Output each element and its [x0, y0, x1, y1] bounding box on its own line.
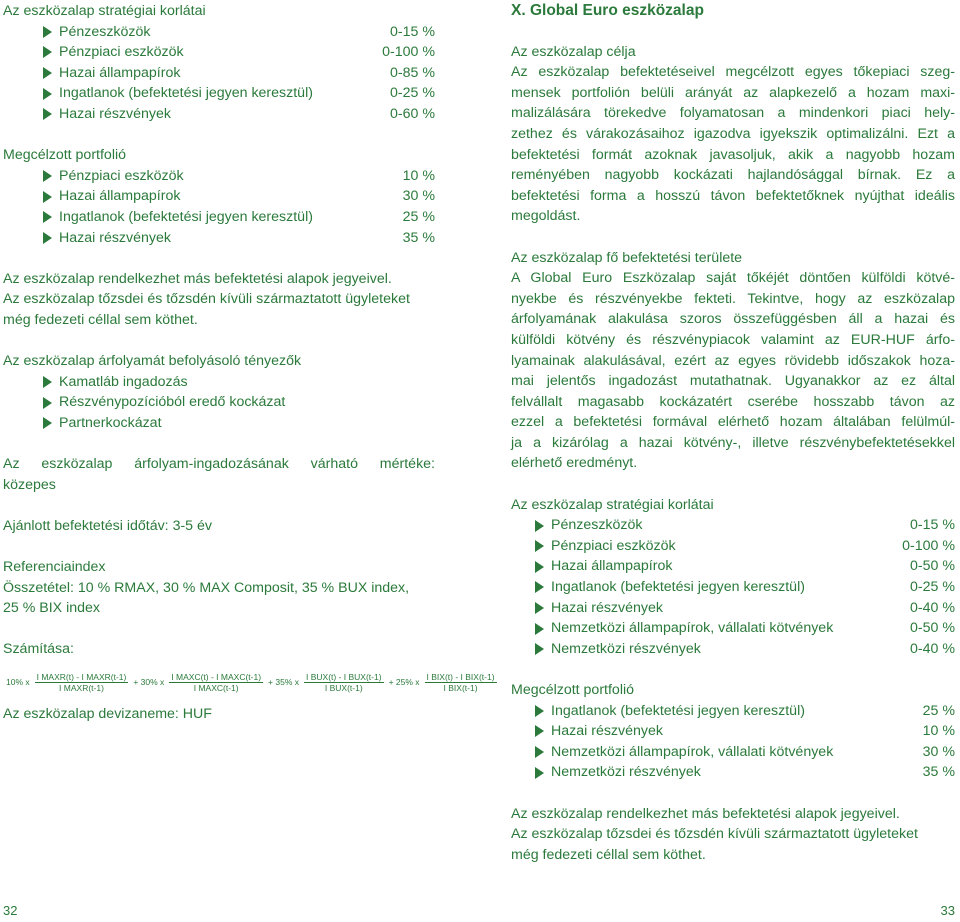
left-calc-heading: Számítása:	[3, 641, 74, 658]
right-area-heading: Az eszközalap fő befektetési területe	[511, 249, 743, 266]
list-item: Partnerkockázat	[3, 413, 435, 434]
formula-coef: + 30% x	[133, 677, 165, 687]
right-other-para-line: még fedezeti céllal sem köthet.	[511, 846, 706, 863]
list-item: Kamatláb ingadozás	[3, 372, 435, 393]
right-other-para-line: Az eszközalap rendelkezhet más befektetési alapok jegyeivel.	[511, 805, 900, 822]
right-column	[511, 0, 955, 865]
formula-fraction: $\frac{\text{I MAXR(t) - I MAXR(t-1)}}{\text{I MAXR(t-1)}}$	[36, 671, 127, 693]
list-item: Pénzpiaci eszközök 10 %	[3, 166, 435, 187]
list-item: Részvénypozícióból eredő kockázat	[3, 392, 435, 413]
right-area-line: nyekbe és részvényekbe fekteti. Tekintve, hogy az eszközalap	[511, 290, 955, 307]
page-number-left: 32	[3, 903, 18, 918]
list-item: Pénzeszközök 0-15 %	[511, 515, 955, 536]
bullet-triangle-icon	[535, 540, 544, 552]
right-goal-line: befektetési forma a hosszú távon befektetőknek nyújthat ideális	[511, 187, 955, 204]
left-other-para-line: még fedezeti céllal sem köthet.	[3, 311, 198, 328]
right-area-line: elérhető eredményt.	[511, 455, 638, 472]
left-factors-heading: Az eszközalap árfolyamát befolyásoló tényezők	[3, 353, 302, 370]
left-benchmark-line: Összetétel: 10 % RMAX, 30 % MAX Composit, 35 % BUX index,	[3, 579, 410, 596]
bullet-triangle-icon	[535, 602, 544, 614]
bullet-triangle-icon	[535, 705, 544, 717]
list-item: Ingatlanok (befektetési jegyen keresztül) 25 %	[511, 701, 955, 722]
fund-title: X. Global Euro eszközalap	[511, 2, 704, 19]
bullet-triangle-icon	[535, 643, 544, 655]
list-item: Hazai részvények 10 %	[511, 721, 955, 742]
formula-coef: 10% x	[6, 677, 30, 687]
bullet-triangle-icon	[535, 767, 544, 779]
bullet-triangle-icon	[43, 376, 52, 388]
left-volatility-line: Az eszközalap árfolyam-ingadozásának várható mértéke:	[3, 456, 435, 473]
left-other-para-line: Az eszközalap tőzsdei és tőzsdén kívüli származtatott ügyleteket	[3, 291, 410, 308]
right-goal-line: Az eszközalap befektetéseivel megcélzott egyes tőkepiaci szeg-	[511, 64, 955, 81]
list-item: Nemzetközi részvények 0-40 %	[511, 639, 955, 660]
right-goal-line: reményében nagyobb kockázati hajlandósággal bírnak. Ez a	[511, 167, 955, 184]
right-goal-line: malizálására törekedve folyamatosan a mindenkori piaci hely-	[511, 105, 955, 122]
list-item: Hazai részvények 0-40 %	[511, 598, 955, 619]
list-item: Pénzpiaci eszközök 0-100 %	[3, 42, 435, 63]
list-item: Hazai állampapírok 0-85 %	[3, 63, 435, 84]
list-item: Nemzetközi állampapírok, vállalati kötvények 0-50 %	[511, 618, 955, 639]
right-other-para-line: Az eszközalap tőzsdei és tőzsdén kívüli származtatott ügyleteket	[511, 826, 918, 843]
right-area-line: mai jelentős ingadozást mutathatnak. Ugyanakkor az ez által	[511, 373, 955, 390]
bullet-triangle-icon	[43, 211, 52, 223]
bullet-triangle-icon	[535, 746, 544, 758]
bullet-triangle-icon	[43, 191, 52, 203]
list-item: Ingatlanok (befektetési jegyen keresztül) 25 %	[3, 207, 435, 228]
right-limits-heading: Az eszközalap stratégiai korlátai	[511, 496, 714, 513]
list-item: Ingatlanok (befektetési jegyen keresztül) 0-25 %	[511, 577, 955, 598]
list-item: Pénzpiaci eszközök 0-100 %	[511, 536, 955, 557]
list-item: Hazai állampapírok 0-50 %	[511, 556, 955, 577]
right-area-line: árfolyamának alakulása szoros összefüggésben áll a hazai és	[511, 311, 955, 328]
bullet-triangle-icon	[535, 623, 544, 635]
list-item: Hazai részvények 0-60 %	[3, 104, 435, 125]
right-area-line: ezzel a befektetési formával elérhető hozam általában felülmúl-	[511, 414, 955, 431]
list-item: Hazai állampapírok 30 %	[3, 186, 435, 207]
bullet-triangle-icon	[43, 108, 52, 120]
list-item: Pénzeszközök 0-15 %	[3, 22, 435, 43]
right-goal-line: befektetési formát azoknak javasoljuk, akik a nagyobb hozam	[511, 146, 955, 163]
left-target-heading: Megcélzott portfolió	[3, 147, 127, 164]
left-other-para-line: Az eszközalap rendelkezhet más befektetési alapok jegyeivel.	[3, 270, 392, 287]
left-volatility-value: közepes	[3, 476, 56, 493]
bullet-triangle-icon	[43, 26, 52, 38]
benchmark-formula	[3, 662, 495, 702]
bullet-triangle-icon	[43, 417, 52, 429]
bullet-triangle-icon	[43, 397, 52, 409]
bullet-triangle-icon	[43, 46, 52, 58]
right-goal-line: megoldást.	[511, 208, 581, 225]
bullet-triangle-icon	[43, 170, 52, 182]
formula-fraction: $\frac{\text{I BUX(t) - I BUX(t-1)}}{\text{I BUX(t-1)}}$	[306, 671, 382, 693]
bullet-triangle-icon	[43, 232, 52, 244]
formula-fraction: $\frac{\text{I BIX(t) - I BIX(t-1)}}{\text{I BIX(t-1)}}$	[426, 671, 495, 693]
list-item: Ingatlanok (befektetési jegyen keresztül) 0-25 %	[3, 83, 435, 104]
bullet-triangle-icon	[43, 67, 52, 79]
formula-fraction: $\frac{\text{I MAXC(t) - I MAXC(t-1)}}{\text{I MAXC(t-1)}}$	[171, 671, 262, 693]
left-column	[3, 0, 495, 725]
right-goal-line: mensek portfolión belüli arányát az alapkezelő a hozam maxi-	[511, 84, 955, 101]
right-goal-line: zethez és várakozásaihoz igazodva igyekszik optimalizálni. Ezt a	[511, 125, 955, 142]
right-area-line: A Global Euro Eszközalap saját tőkéjét döntően külföldi kötvé-	[511, 270, 955, 287]
bullet-triangle-icon	[535, 520, 544, 532]
left-benchmark-line: 25 % BIX index	[3, 600, 101, 617]
right-area-line: felvállalt magasabb kockázatért cserébe hosszabb távon az	[511, 393, 955, 410]
page-number-right: 33	[940, 903, 955, 918]
right-area-line: külföldi kötvény és részvénypiacok valamint az EUR-HUF árfo-	[511, 331, 955, 348]
left-benchmark-heading: Referenciaindex	[3, 559, 106, 576]
right-target-heading: Megcélzott portfolió	[511, 682, 635, 698]
list-item: Nemzetközi állampapírok, vállalati kötvények 30 %	[511, 742, 955, 763]
right-goal-heading: Az eszközalap célja	[511, 43, 636, 60]
list-item: Hazai részvények 35 %	[3, 228, 435, 249]
bullet-triangle-icon	[535, 725, 544, 737]
left-horizon: Ajánlott befektetési időtáv: 3-5 év	[3, 517, 212, 534]
right-area-line: ja a kizárólag a hazai kötvény-, illetve részvénybefektetésekkel	[511, 434, 955, 451]
left-currency: Az eszközalap devizaneme: HUF	[3, 706, 212, 722]
left-limits-heading: Az eszközalap stratégiai korlátai	[3, 3, 206, 19]
right-area-line: lyamainak alakulásával, ezért az egyes rövidebb időszakok hoza-	[511, 352, 955, 369]
formula-coef: + 35% x	[268, 677, 299, 687]
bullet-triangle-icon	[43, 88, 52, 100]
bullet-triangle-icon	[535, 581, 544, 593]
list-item: Nemzetközi részvények 35 %	[511, 762, 955, 783]
formula-coef: + 25% x	[388, 677, 420, 687]
bullet-triangle-icon	[535, 561, 544, 573]
